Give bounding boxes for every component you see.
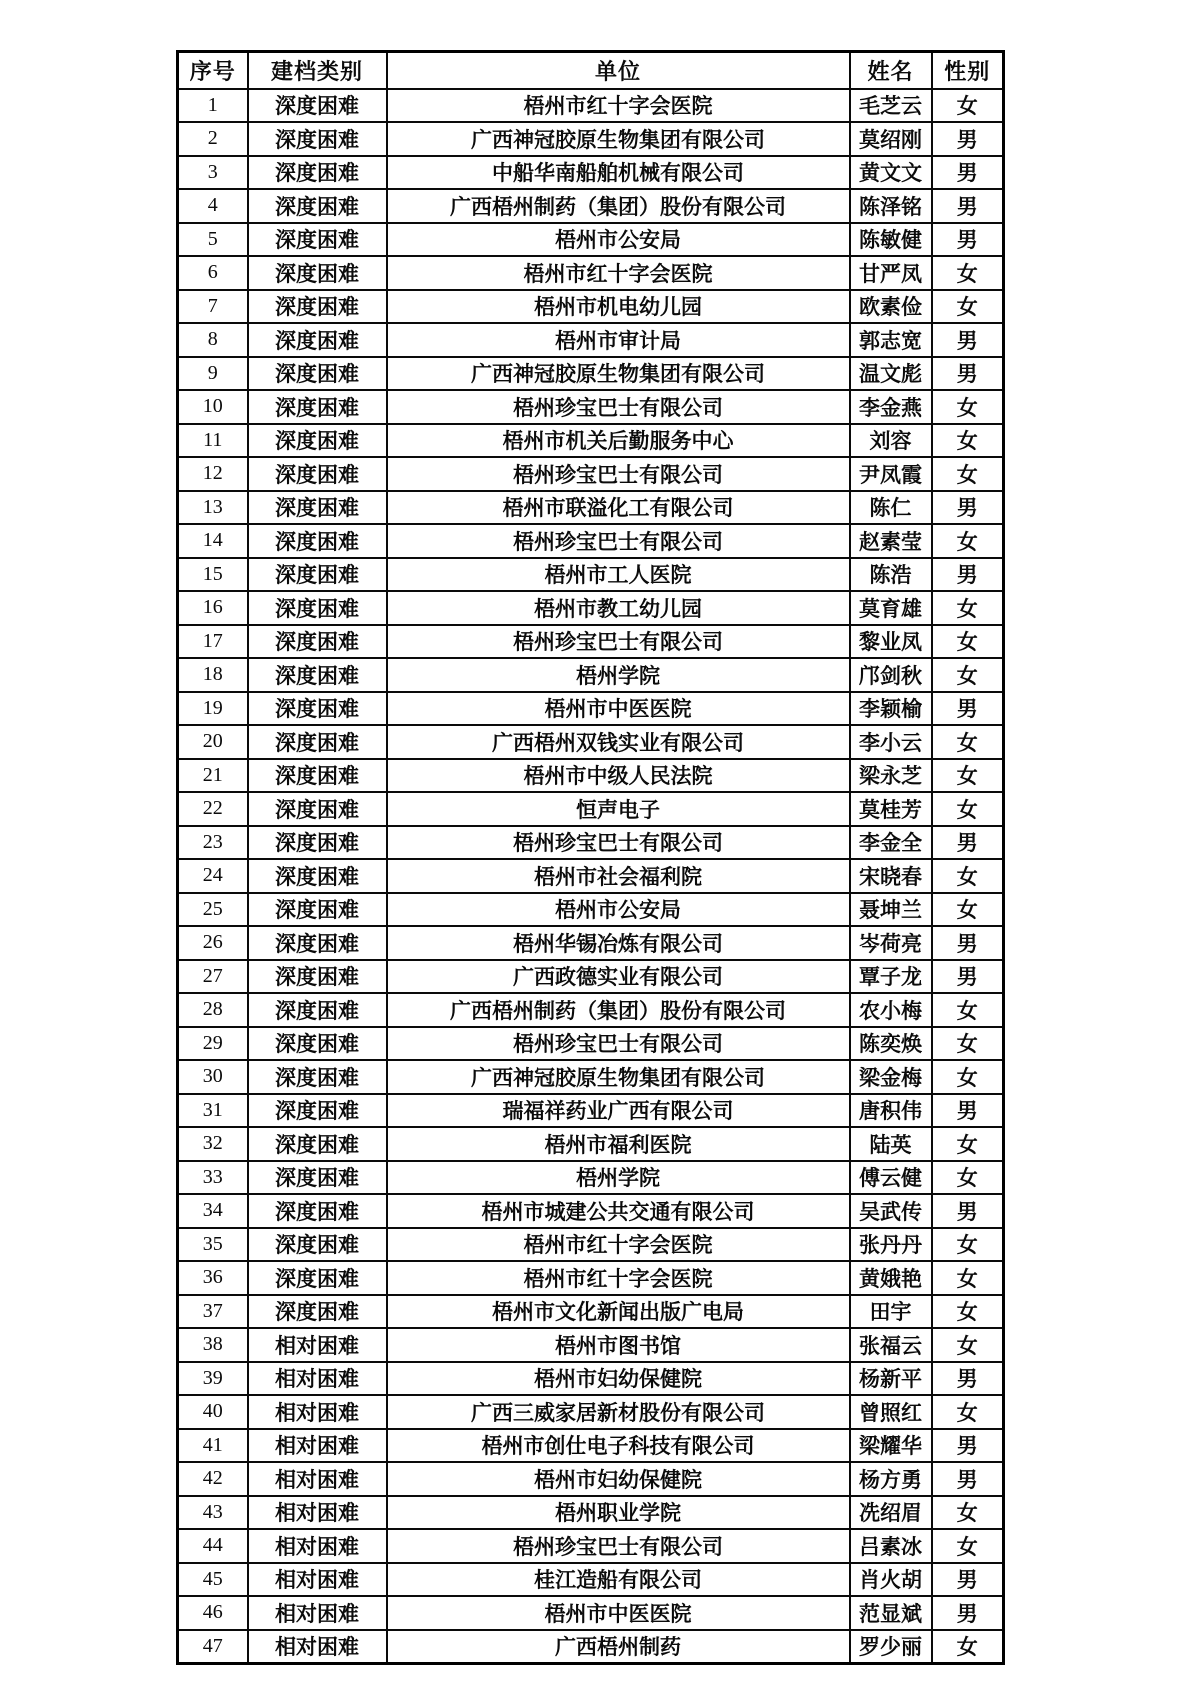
row-index-cell: 2 xyxy=(178,122,248,156)
row-index-cell: 30 xyxy=(178,1060,248,1094)
person-name-cell: 张福云 xyxy=(850,1328,932,1362)
category-cell: 深度困难 xyxy=(248,1094,387,1128)
table-row xyxy=(178,859,1004,893)
person-name-cell: 梁耀华 xyxy=(850,1429,932,1463)
unit-cell: 梧州市图书馆 xyxy=(387,1328,850,1362)
gender-cell: 男 xyxy=(932,826,1004,860)
category-cell: 相对困难 xyxy=(248,1563,387,1597)
gender-cell: 女 xyxy=(932,792,1004,826)
unit-cell: 梧州学院 xyxy=(387,1161,850,1195)
category-cell: 深度困难 xyxy=(248,323,387,357)
table-row xyxy=(178,390,1004,424)
person-name-cell: 唐积伟 xyxy=(850,1094,932,1128)
row-index-cell: 21 xyxy=(178,759,248,793)
table-row xyxy=(178,491,1004,525)
row-index-cell: 25 xyxy=(178,893,248,927)
row-index-cell: 11 xyxy=(178,424,248,458)
row-index-cell: 33 xyxy=(178,1161,248,1195)
row-index-cell: 45 xyxy=(178,1563,248,1597)
gender-cell: 女 xyxy=(932,290,1004,324)
row-index-cell: 43 xyxy=(178,1496,248,1530)
category-cell: 相对困难 xyxy=(248,1462,387,1496)
category-cell: 深度困难 xyxy=(248,290,387,324)
category-cell: 深度困难 xyxy=(248,390,387,424)
person-name-cell: 李金燕 xyxy=(850,390,932,424)
unit-cell: 广西梧州双钱实业有限公司 xyxy=(387,725,850,759)
category-cell: 深度困难 xyxy=(248,457,387,491)
person-name-cell: 李金全 xyxy=(850,826,932,860)
table-row xyxy=(178,1563,1004,1597)
table-row xyxy=(178,759,1004,793)
gender-cell: 女 xyxy=(932,1161,1004,1195)
row-index-cell: 27 xyxy=(178,960,248,994)
unit-cell: 瑞福祥药业广西有限公司 xyxy=(387,1094,850,1128)
row-index-cell: 23 xyxy=(178,826,248,860)
gender-cell: 女 xyxy=(932,256,1004,290)
row-index-cell: 26 xyxy=(178,926,248,960)
category-cell: 深度困难 xyxy=(248,792,387,826)
person-name-cell: 吕素冰 xyxy=(850,1529,932,1563)
row-index-cell: 39 xyxy=(178,1362,248,1396)
row-index-cell: 34 xyxy=(178,1194,248,1228)
table-row xyxy=(178,625,1004,659)
row-index-cell: 17 xyxy=(178,625,248,659)
gender-cell: 男 xyxy=(932,926,1004,960)
gender-cell: 男 xyxy=(932,1094,1004,1128)
category-cell: 深度困难 xyxy=(248,357,387,391)
gender-cell: 女 xyxy=(932,859,1004,893)
unit-cell: 梧州珍宝巴士有限公司 xyxy=(387,625,850,659)
row-index-cell: 13 xyxy=(178,491,248,525)
category-cell: 深度困难 xyxy=(248,993,387,1027)
row-index-cell: 12 xyxy=(178,457,248,491)
category-cell: 深度困难 xyxy=(248,1161,387,1195)
table-row xyxy=(178,457,1004,491)
unit-cell: 梧州市城建公共交通有限公司 xyxy=(387,1194,850,1228)
category-cell: 深度困难 xyxy=(248,1295,387,1329)
row-index-cell: 37 xyxy=(178,1295,248,1329)
table-row xyxy=(178,156,1004,190)
unit-cell: 梧州市红十字会医院 xyxy=(387,89,850,123)
gender-cell: 男 xyxy=(932,1429,1004,1463)
gender-cell: 女 xyxy=(932,1228,1004,1262)
category-cell: 深度困难 xyxy=(248,625,387,659)
table-row xyxy=(178,1362,1004,1396)
row-index-cell: 29 xyxy=(178,1027,248,1061)
unit-cell: 梧州市机电幼儿园 xyxy=(387,290,850,324)
table-row xyxy=(178,1060,1004,1094)
category-cell: 深度困难 xyxy=(248,558,387,592)
category-cell: 深度困难 xyxy=(248,424,387,458)
person-name-cell: 邝剑秋 xyxy=(850,658,932,692)
category-cell: 深度困难 xyxy=(248,1027,387,1061)
table-row xyxy=(178,290,1004,324)
unit-cell: 梧州市红十字会医院 xyxy=(387,1228,850,1262)
row-index-cell: 18 xyxy=(178,658,248,692)
category-cell: 深度困难 xyxy=(248,256,387,290)
table-row xyxy=(178,1328,1004,1362)
unit-cell: 梧州市工人医院 xyxy=(387,558,850,592)
person-name-cell: 杨方勇 xyxy=(850,1462,932,1496)
person-name-cell: 冼绍眉 xyxy=(850,1496,932,1530)
unit-cell: 梧州珍宝巴士有限公司 xyxy=(387,390,850,424)
gender-cell: 男 xyxy=(932,189,1004,223)
gender-cell: 男 xyxy=(932,357,1004,391)
header-cell-name: 姓名 xyxy=(850,52,932,89)
table-row xyxy=(178,1630,1004,1664)
unit-cell: 梧州市创仕电子科技有限公司 xyxy=(387,1429,850,1463)
row-index-cell: 10 xyxy=(178,390,248,424)
gender-cell: 男 xyxy=(932,1563,1004,1597)
person-name-cell: 莫绍刚 xyxy=(850,122,932,156)
table-row xyxy=(178,960,1004,994)
table-row xyxy=(178,1295,1004,1329)
person-name-cell: 梁金梅 xyxy=(850,1060,932,1094)
row-index-cell: 16 xyxy=(178,591,248,625)
personnel-roster-table xyxy=(176,50,1005,1665)
header-cell-gender: 性别 xyxy=(932,52,1004,89)
gender-cell: 男 xyxy=(932,1596,1004,1630)
category-cell: 深度困难 xyxy=(248,759,387,793)
category-cell: 相对困难 xyxy=(248,1496,387,1530)
category-cell: 相对困难 xyxy=(248,1630,387,1664)
unit-cell: 梧州市妇幼保健院 xyxy=(387,1362,850,1396)
gender-cell: 女 xyxy=(932,457,1004,491)
table-row xyxy=(178,357,1004,391)
person-name-cell: 吴武传 xyxy=(850,1194,932,1228)
unit-cell: 广西梧州制药（集团）股份有限公司 xyxy=(387,189,850,223)
gender-cell: 女 xyxy=(932,625,1004,659)
person-name-cell: 张丹丹 xyxy=(850,1228,932,1262)
unit-cell: 梧州市红十字会医院 xyxy=(387,256,850,290)
unit-cell: 广西梧州制药 xyxy=(387,1630,850,1664)
person-name-cell: 陈浩 xyxy=(850,558,932,592)
table-row xyxy=(178,1027,1004,1061)
person-name-cell: 罗少丽 xyxy=(850,1630,932,1664)
header-cell-index: 序号 xyxy=(178,52,248,89)
table-row xyxy=(178,1496,1004,1530)
unit-cell: 梧州珍宝巴士有限公司 xyxy=(387,457,850,491)
gender-cell: 男 xyxy=(932,223,1004,257)
gender-cell: 女 xyxy=(932,390,1004,424)
category-cell: 深度困难 xyxy=(248,692,387,726)
person-name-cell: 陆英 xyxy=(850,1127,932,1161)
row-index-cell: 31 xyxy=(178,1094,248,1128)
unit-cell: 梧州华锡冶炼有限公司 xyxy=(387,926,850,960)
category-cell: 深度困难 xyxy=(248,223,387,257)
table-row xyxy=(178,792,1004,826)
table-row xyxy=(178,323,1004,357)
category-cell: 深度困难 xyxy=(248,1228,387,1262)
unit-cell: 梧州市公安局 xyxy=(387,223,850,257)
gender-cell: 男 xyxy=(932,1462,1004,1496)
table-row xyxy=(178,893,1004,927)
person-name-cell: 岑荷亮 xyxy=(850,926,932,960)
unit-cell: 梧州市文化新闻出版广电局 xyxy=(387,1295,850,1329)
unit-cell: 恒声电子 xyxy=(387,792,850,826)
unit-cell: 梧州市社会福利院 xyxy=(387,859,850,893)
person-name-cell: 尹凤霞 xyxy=(850,457,932,491)
person-name-cell: 郭志宽 xyxy=(850,323,932,357)
gender-cell: 女 xyxy=(932,1529,1004,1563)
header-row xyxy=(178,52,1004,89)
category-cell: 相对困难 xyxy=(248,1328,387,1362)
table-row xyxy=(178,826,1004,860)
gender-cell: 女 xyxy=(932,1496,1004,1530)
unit-cell: 广西神冠胶原生物集团有限公司 xyxy=(387,1060,850,1094)
person-name-cell: 李颖榆 xyxy=(850,692,932,726)
table-row xyxy=(178,1094,1004,1128)
table-header xyxy=(178,52,1004,89)
category-cell: 深度困难 xyxy=(248,491,387,525)
gender-cell: 男 xyxy=(932,692,1004,726)
row-index-cell: 38 xyxy=(178,1328,248,1362)
unit-cell: 梧州市中级人民法院 xyxy=(387,759,850,793)
unit-cell: 梧州珍宝巴士有限公司 xyxy=(387,1027,850,1061)
table-row xyxy=(178,424,1004,458)
category-cell: 深度困难 xyxy=(248,156,387,190)
person-name-cell: 黄文文 xyxy=(850,156,932,190)
table-row xyxy=(178,725,1004,759)
table-row xyxy=(178,1429,1004,1463)
person-name-cell: 莫育雄 xyxy=(850,591,932,625)
table-row xyxy=(178,926,1004,960)
gender-cell: 女 xyxy=(932,658,1004,692)
gender-cell: 女 xyxy=(932,1295,1004,1329)
table-row xyxy=(178,1462,1004,1496)
gender-cell: 女 xyxy=(932,759,1004,793)
unit-cell: 梧州珍宝巴士有限公司 xyxy=(387,524,850,558)
person-name-cell: 曾照红 xyxy=(850,1395,932,1429)
row-index-cell: 36 xyxy=(178,1261,248,1295)
person-name-cell: 陈泽铭 xyxy=(850,189,932,223)
row-index-cell: 46 xyxy=(178,1596,248,1630)
category-cell: 深度困难 xyxy=(248,725,387,759)
table-body xyxy=(178,89,1004,1664)
gender-cell: 女 xyxy=(932,1261,1004,1295)
person-name-cell: 温文彪 xyxy=(850,357,932,391)
row-index-cell: 20 xyxy=(178,725,248,759)
table-row xyxy=(178,558,1004,592)
category-cell: 相对困难 xyxy=(248,1362,387,1396)
unit-cell: 梧州珍宝巴士有限公司 xyxy=(387,1529,850,1563)
category-cell: 深度困难 xyxy=(248,926,387,960)
row-index-cell: 47 xyxy=(178,1630,248,1664)
gender-cell: 女 xyxy=(932,89,1004,123)
unit-cell: 中船华南船舶机械有限公司 xyxy=(387,156,850,190)
gender-cell: 男 xyxy=(932,491,1004,525)
unit-cell: 梧州学院 xyxy=(387,658,850,692)
unit-cell: 梧州市中医医院 xyxy=(387,692,850,726)
unit-cell: 广西政德实业有限公司 xyxy=(387,960,850,994)
person-name-cell: 刘容 xyxy=(850,424,932,458)
header-cell-category: 建档类别 xyxy=(248,52,387,89)
person-name-cell: 甘严凤 xyxy=(850,256,932,290)
row-index-cell: 15 xyxy=(178,558,248,592)
category-cell: 深度困难 xyxy=(248,960,387,994)
unit-cell: 梧州珍宝巴士有限公司 xyxy=(387,826,850,860)
gender-cell: 男 xyxy=(932,960,1004,994)
person-name-cell: 欧素俭 xyxy=(850,290,932,324)
gender-cell: 女 xyxy=(932,424,1004,458)
gender-cell: 男 xyxy=(932,558,1004,592)
person-name-cell: 农小梅 xyxy=(850,993,932,1027)
category-cell: 深度困难 xyxy=(248,893,387,927)
gender-cell: 女 xyxy=(932,1127,1004,1161)
category-cell: 深度困难 xyxy=(248,122,387,156)
category-cell: 深度困难 xyxy=(248,658,387,692)
unit-cell: 梧州市机关后勤服务中心 xyxy=(387,424,850,458)
table-row xyxy=(178,189,1004,223)
category-cell: 深度困难 xyxy=(248,1060,387,1094)
row-index-cell: 8 xyxy=(178,323,248,357)
row-index-cell: 41 xyxy=(178,1429,248,1463)
person-name-cell: 陈敏健 xyxy=(850,223,932,257)
gender-cell: 女 xyxy=(932,1630,1004,1664)
unit-cell: 广西梧州制药（集团）股份有限公司 xyxy=(387,993,850,1027)
gender-cell: 男 xyxy=(932,122,1004,156)
gender-cell: 男 xyxy=(932,1362,1004,1396)
category-cell: 深度困难 xyxy=(248,1194,387,1228)
row-index-cell: 5 xyxy=(178,223,248,257)
row-index-cell: 1 xyxy=(178,89,248,123)
table-row xyxy=(178,1261,1004,1295)
row-index-cell: 14 xyxy=(178,524,248,558)
row-index-cell: 40 xyxy=(178,1395,248,1429)
table-row xyxy=(178,1127,1004,1161)
row-index-cell: 7 xyxy=(178,290,248,324)
table-row xyxy=(178,993,1004,1027)
row-index-cell: 32 xyxy=(178,1127,248,1161)
gender-cell: 女 xyxy=(932,1060,1004,1094)
gender-cell: 男 xyxy=(932,1194,1004,1228)
row-index-cell: 3 xyxy=(178,156,248,190)
person-name-cell: 赵素莹 xyxy=(850,524,932,558)
category-cell: 相对困难 xyxy=(248,1596,387,1630)
gender-cell: 女 xyxy=(932,725,1004,759)
person-name-cell: 黎业凤 xyxy=(850,625,932,659)
unit-cell: 桂江造船有限公司 xyxy=(387,1563,850,1597)
row-index-cell: 42 xyxy=(178,1462,248,1496)
person-name-cell: 聂坤兰 xyxy=(850,893,932,927)
table-row xyxy=(178,1228,1004,1262)
person-name-cell: 杨新平 xyxy=(850,1362,932,1396)
unit-cell: 广西神冠胶原生物集团有限公司 xyxy=(387,357,850,391)
gender-cell: 女 xyxy=(932,1395,1004,1429)
unit-cell: 广西神冠胶原生物集团有限公司 xyxy=(387,122,850,156)
gender-cell: 女 xyxy=(932,993,1004,1027)
person-name-cell: 莫桂芳 xyxy=(850,792,932,826)
person-name-cell: 田宇 xyxy=(850,1295,932,1329)
person-name-cell: 覃子龙 xyxy=(850,960,932,994)
header-cell-unit: 单位 xyxy=(387,52,850,89)
unit-cell: 梧州市中医医院 xyxy=(387,1596,850,1630)
row-index-cell: 22 xyxy=(178,792,248,826)
person-name-cell: 范显斌 xyxy=(850,1596,932,1630)
category-cell: 相对困难 xyxy=(248,1429,387,1463)
gender-cell: 女 xyxy=(932,893,1004,927)
table-row xyxy=(178,1161,1004,1195)
category-cell: 深度困难 xyxy=(248,1261,387,1295)
row-index-cell: 6 xyxy=(178,256,248,290)
category-cell: 深度困难 xyxy=(248,1127,387,1161)
table-row xyxy=(178,1529,1004,1563)
row-index-cell: 9 xyxy=(178,357,248,391)
row-index-cell: 24 xyxy=(178,859,248,893)
unit-cell: 梧州市公安局 xyxy=(387,893,850,927)
person-name-cell: 陈奕焕 xyxy=(850,1027,932,1061)
unit-cell: 梧州职业学院 xyxy=(387,1496,850,1530)
table-row xyxy=(178,1194,1004,1228)
table-row xyxy=(178,1395,1004,1429)
gender-cell: 女 xyxy=(932,524,1004,558)
person-name-cell: 黄娥艳 xyxy=(850,1261,932,1295)
gender-cell: 女 xyxy=(932,591,1004,625)
person-name-cell: 宋晓春 xyxy=(850,859,932,893)
category-cell: 深度困难 xyxy=(248,189,387,223)
unit-cell: 梧州市审计局 xyxy=(387,323,850,357)
category-cell: 深度困难 xyxy=(248,524,387,558)
gender-cell: 女 xyxy=(932,1027,1004,1061)
gender-cell: 女 xyxy=(932,1328,1004,1362)
unit-cell: 梧州市联溢化工有限公司 xyxy=(387,491,850,525)
table-row xyxy=(178,223,1004,257)
gender-cell: 男 xyxy=(932,323,1004,357)
category-cell: 深度困难 xyxy=(248,826,387,860)
unit-cell: 梧州市妇幼保健院 xyxy=(387,1462,850,1496)
person-name-cell: 梁永芝 xyxy=(850,759,932,793)
table-row xyxy=(178,1596,1004,1630)
category-cell: 相对困难 xyxy=(248,1529,387,1563)
table-row xyxy=(178,692,1004,726)
table-row xyxy=(178,256,1004,290)
unit-cell: 梧州市红十字会医院 xyxy=(387,1261,850,1295)
row-index-cell: 44 xyxy=(178,1529,248,1563)
category-cell: 相对困难 xyxy=(248,1395,387,1429)
gender-cell: 男 xyxy=(932,156,1004,190)
person-name-cell: 肖火胡 xyxy=(850,1563,932,1597)
person-name-cell: 毛芝云 xyxy=(850,89,932,123)
table-row xyxy=(178,89,1004,123)
row-index-cell: 35 xyxy=(178,1228,248,1262)
unit-cell: 梧州市福利医院 xyxy=(387,1127,850,1161)
category-cell: 深度困难 xyxy=(248,89,387,123)
table-row xyxy=(178,658,1004,692)
category-cell: 深度困难 xyxy=(248,591,387,625)
unit-cell: 梧州市教工幼儿园 xyxy=(387,591,850,625)
person-name-cell: 陈仁 xyxy=(850,491,932,525)
person-name-cell: 李小云 xyxy=(850,725,932,759)
person-name-cell: 傅云健 xyxy=(850,1161,932,1195)
row-index-cell: 4 xyxy=(178,189,248,223)
category-cell: 深度困难 xyxy=(248,859,387,893)
row-index-cell: 28 xyxy=(178,993,248,1027)
unit-cell: 广西三威家居新材股份有限公司 xyxy=(387,1395,850,1429)
row-index-cell: 19 xyxy=(178,692,248,726)
table-row xyxy=(178,122,1004,156)
table-row xyxy=(178,591,1004,625)
table-row xyxy=(178,524,1004,558)
